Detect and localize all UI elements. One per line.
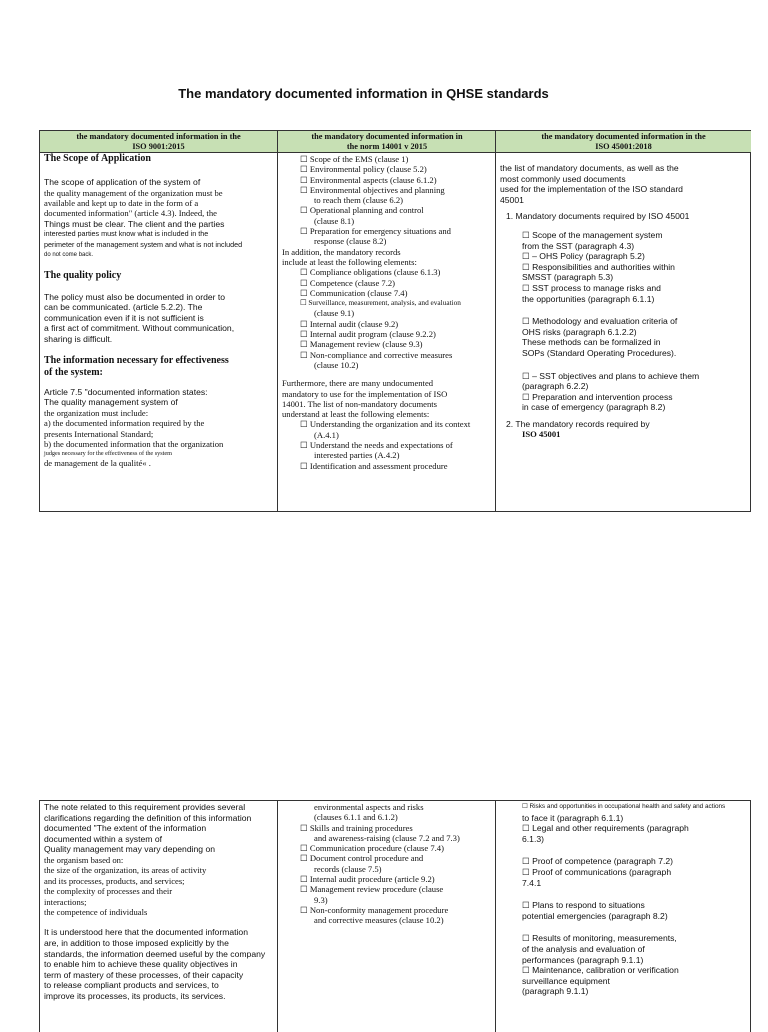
text-line: the size of the organization, its areas of activity <box>44 865 207 876</box>
text-line: in case of emergency (paragraph 8.2) <box>522 402 666 413</box>
text-line: Things must be clear. The client and the parties <box>44 218 225 229</box>
quality-policy-text <box>44 292 277 345</box>
text-line: from the SST (paragraph 4.3) <box>522 240 635 251</box>
text-line: 14001. The list of non-mandatory documents <box>282 398 437 409</box>
checklist-item: ☐ Operational planning and control <box>300 205 424 216</box>
text-line: the quality management of the organization must be <box>44 187 223 198</box>
checklist-item: ☐ Risks and opportunities in occupational health and safety and actions <box>522 803 726 810</box>
text-line: the competence of individuals <box>44 907 148 917</box>
text-line: to release compliant products and services, to <box>44 980 219 991</box>
text-line: The policy must also be documented in order to <box>44 291 226 302</box>
text-line: de management de la qualité« . <box>44 458 151 469</box>
text-line: and awareness-raising (clause 7.2 and 7.3) <box>314 832 460 843</box>
column-header-iso-9001 <box>40 131 277 153</box>
text-line: performances (paragraph 9.1.1) <box>522 954 644 965</box>
checklist-item: ☐ Understanding the organization and its context <box>300 419 471 430</box>
text-line: interested parties must know what is included in the <box>44 229 209 239</box>
text-line: (clauses 6.1.1 and 6.1.2) <box>314 812 398 823</box>
checklist-item: ☐ Scope of the management system <box>522 229 663 240</box>
text-line: include at least the following elements: <box>282 256 417 267</box>
text-line: do not come back. <box>44 251 94 258</box>
scope-text <box>44 177 277 260</box>
checklist-item: ☐ Compliance obligations (clause 6.1.3) <box>300 267 441 278</box>
text-line: the complexity of processes and their <box>44 886 173 897</box>
text-line: sharing is difficult. <box>44 333 113 344</box>
column-body-iso-45001 <box>496 163 751 511</box>
checklist-item: ☐ Preparation for emergency situations and <box>300 226 451 237</box>
column-body-iso-9001-continued <box>40 802 277 1032</box>
column-header-iso-14001 <box>278 131 496 153</box>
text-line: used for the implementation of the ISO standard <box>500 184 683 195</box>
text-line: (paragraph 9.1.1) <box>522 986 589 997</box>
text-line: available and kept up to date in the form of a <box>44 198 199 208</box>
checklist-item: ☐ Methodology and evaluation criteria of <box>522 316 678 327</box>
text-line: Quality management may vary depending on <box>44 844 216 855</box>
document-title: The mandatory documented information in QHSE standards <box>178 86 549 101</box>
checklist-item: ☐ Competence (clause 7.2) <box>300 277 396 288</box>
heading-line: of the system: <box>44 366 103 378</box>
checklist-item: ☐ Communication (clause 7.4) <box>300 287 408 298</box>
header-line: the mandatory documented information in the <box>76 132 241 141</box>
column-iso-14001-continued <box>277 801 496 1032</box>
section-heading-quality-policy: The quality policy <box>44 269 122 281</box>
text-line: clarifications regarding the definition of this information <box>44 812 252 823</box>
text-line: and corrective measures (clause 10.2) <box>314 915 444 926</box>
text-line: a) the documented information required by the <box>44 418 205 429</box>
text-line: b) the documented information that the organization <box>44 438 224 449</box>
text-line: the organism based on: <box>44 854 124 865</box>
text-line: (clause 8.1) <box>314 215 355 226</box>
checklist-item: ☐ Identification and assessment procedure <box>300 460 448 471</box>
text-line: and its processes, products, and services; <box>44 875 185 886</box>
text-line: 2. The mandatory records required by <box>506 418 650 429</box>
text-line: communication even if it is not sufficient is <box>44 312 204 323</box>
text-line: (A.4.1) <box>314 429 339 440</box>
text-line: interactions; <box>44 896 87 907</box>
checklist-item: ☐ Management review (clause 9.3) <box>300 339 423 350</box>
checklist-item: ☐ Skills and training procedures <box>300 822 413 833</box>
checklist-item: ☐ SST process to manage risks and <box>522 282 661 293</box>
information-text <box>44 387 277 469</box>
checklist-item: ☐ – SST objectives and plans to achieve them <box>522 370 700 381</box>
text-line: judges necessary for the effectiveness of the system <box>44 450 172 458</box>
text-line: documented information" (article 4.3). Indeed, the <box>44 208 217 219</box>
checklist-item: ☐ Document control procedure and <box>300 853 424 864</box>
text-line: to enable him to achieve these quality objectives in <box>44 959 238 970</box>
text-line: (clause 9.1) <box>314 308 355 319</box>
checklist-item: ☐ Environmental objectives and planning <box>300 184 445 195</box>
text-line: can be communicated. (article 5.2.2). The <box>44 302 203 313</box>
text-line: the list of mandatory documents, as well as the <box>500 163 679 173</box>
text-line: ISO 45001 <box>522 429 561 440</box>
text-line: The scope of application of the system of <box>44 177 201 187</box>
text-line: These methods can be formalized in <box>522 337 661 348</box>
text-line: Article 7.5 "documented information states: <box>44 386 208 397</box>
text-line: The note related to this requirement provides several <box>44 802 246 812</box>
column-iso-9001 <box>40 131 277 511</box>
checklist-item: ☐ Internal audit program (clause 9.2.2) <box>300 329 436 340</box>
checklist-item: ☐ Understand the needs and expectations of <box>300 440 453 451</box>
checklist-item: ☐ Non-conformity management procedure <box>300 904 449 915</box>
text-line: Furthermore, there are many undocumented <box>282 378 434 389</box>
checklist-item: ☐ Communication procedure (clause 7.4) <box>300 843 444 854</box>
text-line: records (clause 7.5) <box>314 863 382 874</box>
column-body-iso-9001 <box>40 155 277 511</box>
text-line: mandatory to use for the implementation of ISO <box>282 388 448 399</box>
checklist-item: ☐ Maintenance, calibration or verification <box>522 965 679 976</box>
column-iso-45001-continued <box>495 801 751 1032</box>
text-line: response (clause 8.2) <box>314 236 387 247</box>
text-line: the opportunities (paragraph 6.1.1) <box>522 293 655 304</box>
text-line: surveillance equipment <box>522 975 610 986</box>
checklist-item: ☐ Preparation and intervention process <box>522 391 673 402</box>
text-line: interested parties (A.4.2) <box>314 450 400 461</box>
checklist-item: ☐ Legal and other requirements (paragraph <box>522 823 689 834</box>
text-line: In addition, the mandatory records <box>282 246 401 257</box>
checklist-item: ☐ Plans to respond to situations <box>522 900 645 911</box>
text-line: of the analysis and evaluation of <box>522 943 645 954</box>
text-line: to face it (paragraph 6.1.1) <box>522 812 624 823</box>
text-line: documented within a system of <box>44 833 162 844</box>
section-heading-scope: The Scope of Application <box>44 153 151 164</box>
column-body-iso-14001 <box>278 154 496 511</box>
text-line: most commonly used documents <box>500 173 626 184</box>
checklist-item: ☐ Proof of communications (paragraph <box>522 866 672 877</box>
checklist-item: ☐ Internal audit (clause 9.2) <box>300 318 399 329</box>
text-line: 6.1.3) <box>522 833 544 844</box>
checklist-item: ☐ Non-compliance and corrective measures <box>300 349 453 360</box>
text-line: standards, the information deemed useful by the company <box>44 948 266 959</box>
text-line: environmental aspects and risks <box>314 802 424 812</box>
requirements-table-page-2 <box>39 800 751 1032</box>
checklist-item: ☐ Internal audit procedure (article 9.2) <box>300 874 435 885</box>
text-line: SMSST (paragraph 5.3) <box>522 272 614 283</box>
text-line: the organization must include: <box>44 407 149 418</box>
header-line: the mandatory documented information in <box>311 132 463 141</box>
text-line: documented "The extent of the information <box>44 823 207 834</box>
column-iso-9001-continued <box>40 801 277 1032</box>
text-line: 45001 <box>500 194 524 205</box>
column-body-iso-14001-continued <box>278 802 496 1032</box>
checklist-item: ☐ Responsibilities and authorities within <box>522 261 675 272</box>
text-line: It is understood here that the documented information <box>44 927 248 938</box>
column-iso-14001 <box>277 131 496 511</box>
text-line: are, in addition to those imposed explicitly by the <box>44 938 229 948</box>
text-line: perimeter of the management system and what is not included <box>44 240 243 249</box>
text-line: 1. Mandatory documents required by ISO 45001 <box>506 211 690 222</box>
column-iso-45001 <box>495 131 751 511</box>
header-line: ISO 45001:2018 <box>595 142 652 151</box>
checklist-item: ☐ Proof of competence (paragraph 7.2) <box>522 856 674 867</box>
text-line: understand at least the following elements: <box>282 409 430 420</box>
text-line: 9.3) <box>314 894 328 905</box>
text-line: (paragraph 6.2.2) <box>522 381 589 392</box>
text-line: presents International Standard; <box>44 428 154 439</box>
heading-line: The information necessary for effectiveness <box>44 354 229 366</box>
checklist-item: ☐ Management review procedure (clause <box>300 884 444 895</box>
text-line: The quality management system of <box>44 397 178 408</box>
requirements-table-page-1 <box>39 130 751 512</box>
text-line: to reach them (clause 6.2) <box>314 195 404 206</box>
column-header-iso-45001 <box>496 131 751 153</box>
checklist-item: ☐ Scope of the EMS (clause 1) <box>300 154 409 164</box>
text-line: (clause 10.2) <box>314 359 359 370</box>
text-line: improve its processes, its products, its services. <box>44 990 226 1001</box>
text-line: 7.4.1 <box>522 877 542 888</box>
text-line: OHS risks (paragraph 6.1.2.2) <box>522 326 637 337</box>
checklist-item: ☐ Environmental policy (clause 5.2) <box>300 164 427 175</box>
header-line: the norm 14001 v 2015 <box>346 142 428 151</box>
text-line: a first act of commitment. Without communication, <box>44 323 235 334</box>
header-line: the mandatory documented information in the <box>541 132 706 141</box>
checklist-item: ☐ Surveillance, measurement, analysis, and evaluation <box>300 298 461 308</box>
checklist-item: ☐ Environmental aspects (clause 6.1.2) <box>300 174 437 185</box>
text-line: SOPs (Standard Operating Procedures). <box>522 347 677 358</box>
checklist-item: ☐ Results of monitoring, measurements, <box>522 933 677 944</box>
checklist-item: ☐ – OHS Policy (paragraph 5.2) <box>522 251 645 262</box>
section-heading-information <box>44 355 277 379</box>
text-line: potential emergencies (paragraph 8.2) <box>522 910 668 921</box>
header-line: ISO 9001:2015 <box>132 142 185 151</box>
column-body-iso-45001-continued <box>496 802 751 1032</box>
text-line: term of mastery of these processes, of their capacity <box>44 969 244 980</box>
